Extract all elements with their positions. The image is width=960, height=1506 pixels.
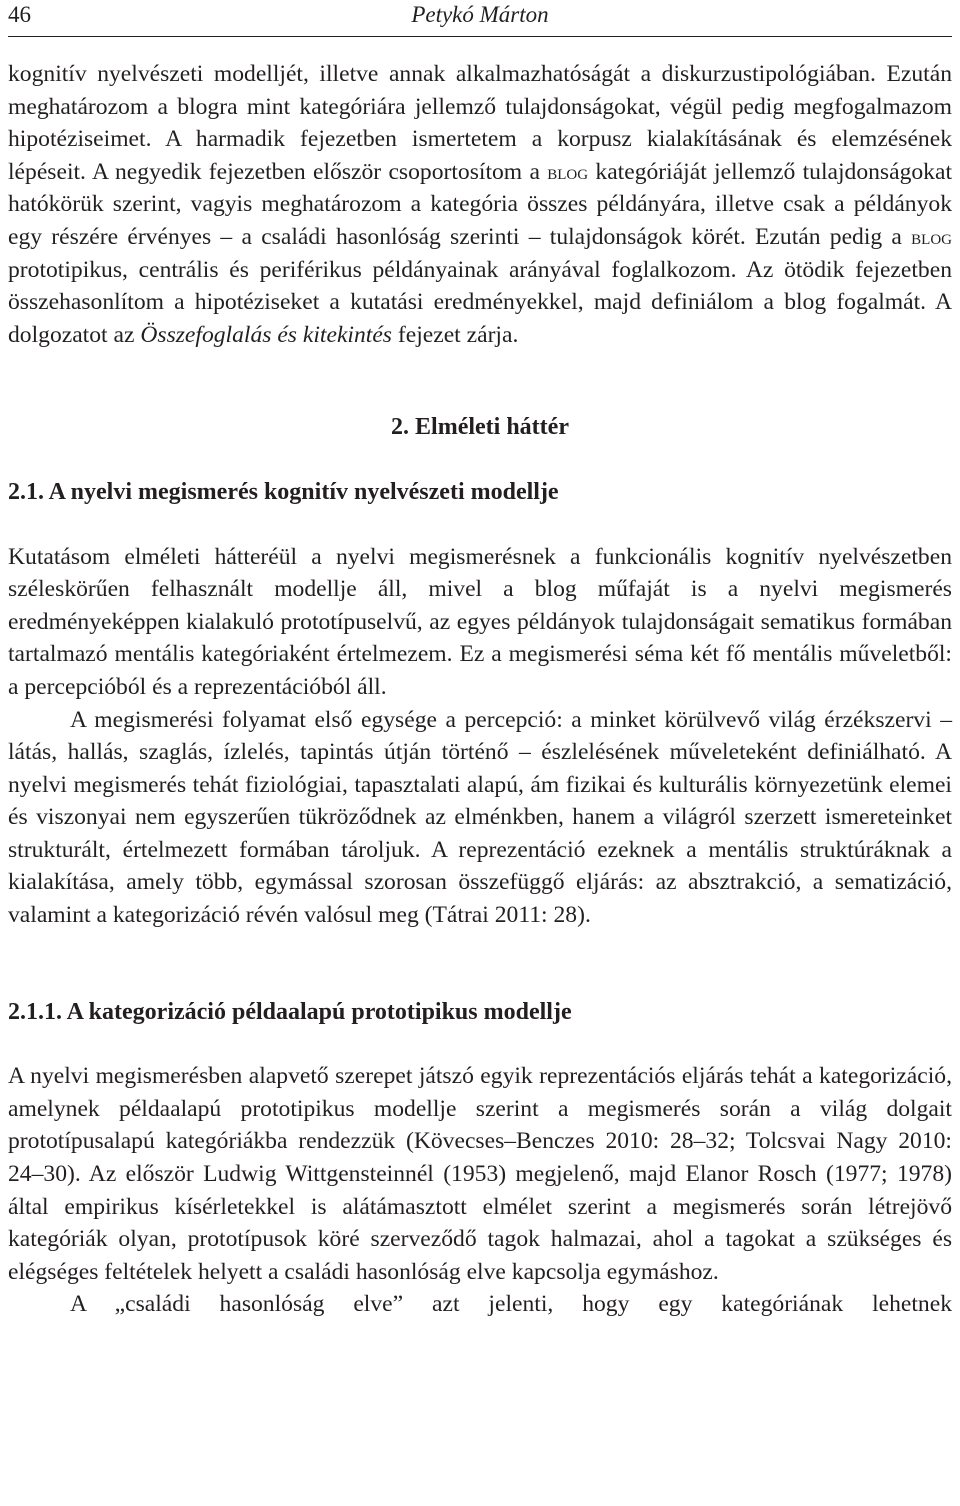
section-2-heading: 2. Elméleti háttér: [391, 414, 569, 441]
page-body: [8, 58, 952, 1321]
intro-text-4: fejezet zárja.: [391, 321, 519, 348]
section-2-1-1-paragraph-2: A „családi hasonlóság elve” azt jelenti, hogy egy kategóriának lehetnek: [70, 1291, 952, 1318]
page-header: [8, 0, 952, 37]
page-number: 46: [8, 2, 31, 27]
section-2-1-heading: 2.1. A nyelvi megismerés kognitív nyelvészeti modellje: [8, 478, 559, 505]
intro-paragraph: [8, 58, 952, 351]
section-2-1-1-paragraph-1: A nyelvi megismerésben alapvető szerepet játszó egyik reprezentációs eljárás tehát a kategorizáció, amelynek példaalapú prototipikus modellje szerint a megismerés során a világ dolgait prototípusalapú kategóriákba rendezzük (Kövecses–Benczes 2010: 28–32; Tolcsvai Nagy 2010: 24–30). Az először Ludwig Wittgensteinnél (1953) megjelenő, majd Elanor Rosch (1977; 1978) által empirikus kísérletekkel is alátámasztott elmélet szerint a megismerés során létrejövő kategóriák olyan, prototípusok köré szerveződő tagok halmazai, ahol a tagokat a szükséges és elégséges feltételek helyett a családi hasonlóság elve kapcsolja egymáshoz.: [8, 1063, 952, 1285]
section-2-1-paragraph-2: A megismerési folyamat első egysége a percepció: a minket körülvevő világ érzékszervi – látás, hallás, szaglás, ízlelés, tapintás útján történő – észlelésének műveleteként definiálható. A nyelvi megismerés tehát fiziológiai, tapasztalati alapú, ám fizikai és kulturális környezetünk elemei és viszonyai nem egyszerűen tükröződnek az elménkben, hanem a világról szerzett ismereteinket strukturált, értelmezett formában tároljuk. A reprezentáció ezeknek a mentális struktúráknak a kialakítása, amely több, egymással szorosan összefüggő eljárás: az absztrakció, a sematizáció, valamint a kategorizáció révén valósul meg (Tátrai 2011: 28).: [8, 706, 952, 929]
intro-emphasis: Összefoglalás és kitekintés: [140, 321, 392, 348]
intro-text-2: kategóriáját jellemző tulajdonságokat hatókörük szerint, vagyis meghatározom a kategória összes példányára, illetve csak a példányok egy részére érvényes – a családi hasonlóság szerinti – tulajdonságok körét. Ezután pedig a: [8, 158, 952, 250]
intro-text-3: prototipikus, centrális és periférikus példányainak arányával foglalkozom. Az ötödik fejezetben összehasonlítom a hipotéziseket a kutatási eredményekkel, majd definiálom a blog fogalmát. A dolgozatot az: [8, 256, 952, 348]
intro-text-1: kognitív nyelvészeti modelljét, illetve annak alkalmazhatóságát a diskurzustipológiában. Ezután meghatározom a blogra mint kategóriára jellemző tulajdonságokat, végül pedig megfogalmazom hipotéziseimet. A harmadik fejezetben ismertetem a korpusz kialakításának és elemzésének lépéseit. A negyedik fejezetben először csoportosítom a: [8, 61, 952, 185]
intro-smallcaps-1: blog: [547, 159, 589, 184]
running-title: Petykó Márton: [411, 2, 549, 27]
section-2-1-paragraph-1: Kutatásom elméleti hátteréül a nyelvi megismerésnek a funkcionális kognitív nyelvészetben széleskörűen felhasznált modellje áll, mivel a blog műfaját is a nyelvi megismerés eredményeképpen kialakuló prototípuselvű, az egyes példányok tulajdonságait sematikus formában tartalmazó mentális kategóriaként értelmezem. Ez a megismerési séma két fő mentális műveletből: a percepcióból és a reprezentációból áll.: [8, 543, 952, 700]
intro-smallcaps-2: blog: [911, 224, 952, 249]
section-2-1-1-heading: 2.1.1. A kategorizáció példaalapú prototipikus modellje: [8, 998, 572, 1025]
